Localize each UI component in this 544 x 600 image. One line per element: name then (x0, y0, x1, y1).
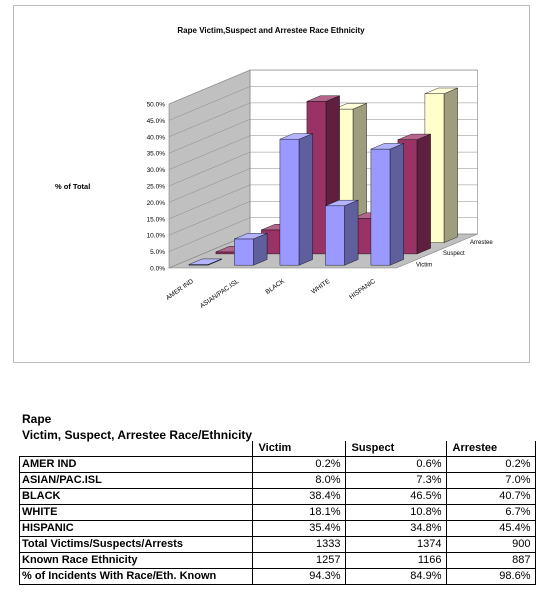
x-tick-label: HISPANIC (348, 277, 377, 301)
table-row (20, 489, 536, 505)
table-corner (20, 441, 253, 457)
column-header-suspect: Suspect (345, 441, 446, 457)
table-row (20, 553, 536, 569)
bar-victim-front (325, 206, 344, 265)
bar-suspect-side (417, 134, 431, 254)
data-table (19, 441, 536, 585)
x-tick-label: BLACK (264, 277, 286, 296)
table-cell: 84.9% (345, 569, 446, 585)
series-label: Arrestee (470, 239, 493, 246)
table-cell: 0.2% (252, 457, 345, 473)
y-tick-label: 50.0% (146, 101, 165, 109)
y-tick-label: 45.0% (146, 117, 165, 125)
y-tick-label: 5.0% (150, 249, 165, 257)
x-tick-label: ASIAN/PAC.ISL (198, 277, 241, 310)
bar-suspect-front (216, 252, 235, 254)
y-tick-label: 20.0% (146, 199, 165, 207)
table-cell: 35.4% (252, 521, 345, 537)
table-cell: 10.8% (345, 505, 446, 521)
table-row (20, 505, 536, 521)
column-header-arrestee: Arrestee (446, 441, 535, 457)
table-cell: 45.4% (446, 521, 535, 537)
table-cell: 34.8% (345, 521, 446, 537)
table-cell: 8.0% (252, 473, 345, 489)
row-label: Known Race Ethnicity (20, 553, 253, 569)
table-cell: 887 (446, 553, 535, 569)
table-title: Rape (22, 412, 52, 426)
chart-svg (14, 6, 529, 362)
bar-victim-front (371, 149, 390, 265)
table-cell: 1166 (345, 553, 446, 569)
row-label: Total Victims/Suspects/Arrests (20, 537, 253, 553)
row-label: AMER IND (20, 457, 253, 473)
row-label: WHITE (20, 505, 253, 521)
y-tick-label: 0.0% (150, 265, 165, 273)
table-cell: 900 (446, 537, 535, 553)
table-cell: 98.6% (446, 569, 535, 585)
y-axis-label: % of Total (55, 182, 91, 191)
table-cell: 1333 (252, 537, 345, 553)
table-row (20, 537, 536, 553)
table-cell: 46.5% (345, 489, 446, 505)
table-row (20, 457, 536, 473)
bar-victim-side (390, 143, 404, 265)
y-tick-label: 40.0% (146, 134, 165, 142)
table-cell: 7.3% (345, 473, 446, 489)
table-cell: 18.1% (252, 505, 345, 521)
y-tick-label: 25.0% (146, 183, 165, 191)
table-cell: 94.3% (252, 569, 345, 585)
table-cell: 1374 (345, 537, 446, 553)
chart-title: Rape Victim,Suspect and Arrestee Race Ethnicity (177, 26, 365, 35)
bar-victim-front (234, 239, 253, 265)
table-header-row (20, 441, 536, 457)
chart-panel (13, 5, 530, 363)
bar-arrestee-side (444, 88, 458, 243)
row-label: HISPANIC (20, 521, 253, 537)
y-tick-label: 35.0% (146, 150, 165, 158)
table-row (20, 473, 536, 489)
y-tick-label: 30.0% (146, 167, 165, 175)
row-label: BLACK (20, 489, 253, 505)
table-cell: 7.0% (446, 473, 535, 489)
bar-victim-side (345, 200, 359, 265)
table-cell: 38.4% (252, 489, 345, 505)
table-subtitle: Victim, Suspect, Arrestee Race/Ethnicity (22, 428, 253, 442)
y-tick-label: 15.0% (146, 216, 165, 224)
row-label: ASIAN/PAC.ISL (20, 473, 253, 489)
table-cell: 0.6% (345, 457, 446, 473)
y-tick-label: 10.0% (146, 232, 165, 240)
table-cell: 1257 (252, 553, 345, 569)
table-body (20, 457, 536, 585)
table-cell: 6.7% (446, 505, 535, 521)
series-label: Victim (416, 262, 433, 269)
x-tick-label: AMER IND (164, 277, 195, 302)
bar-victim-side (299, 134, 313, 266)
bar-victim-front (280, 139, 299, 265)
x-tick-label: WHITE (310, 277, 332, 296)
table-cell: 40.7% (446, 489, 535, 505)
table-row (20, 569, 536, 585)
table-cell: 0.2% (446, 457, 535, 473)
series-label: Suspect (443, 251, 465, 258)
column-header-victim: Victim (252, 441, 345, 457)
row-label: % of Incidents With Race/Eth. Known (20, 569, 253, 585)
table-row (20, 521, 536, 537)
